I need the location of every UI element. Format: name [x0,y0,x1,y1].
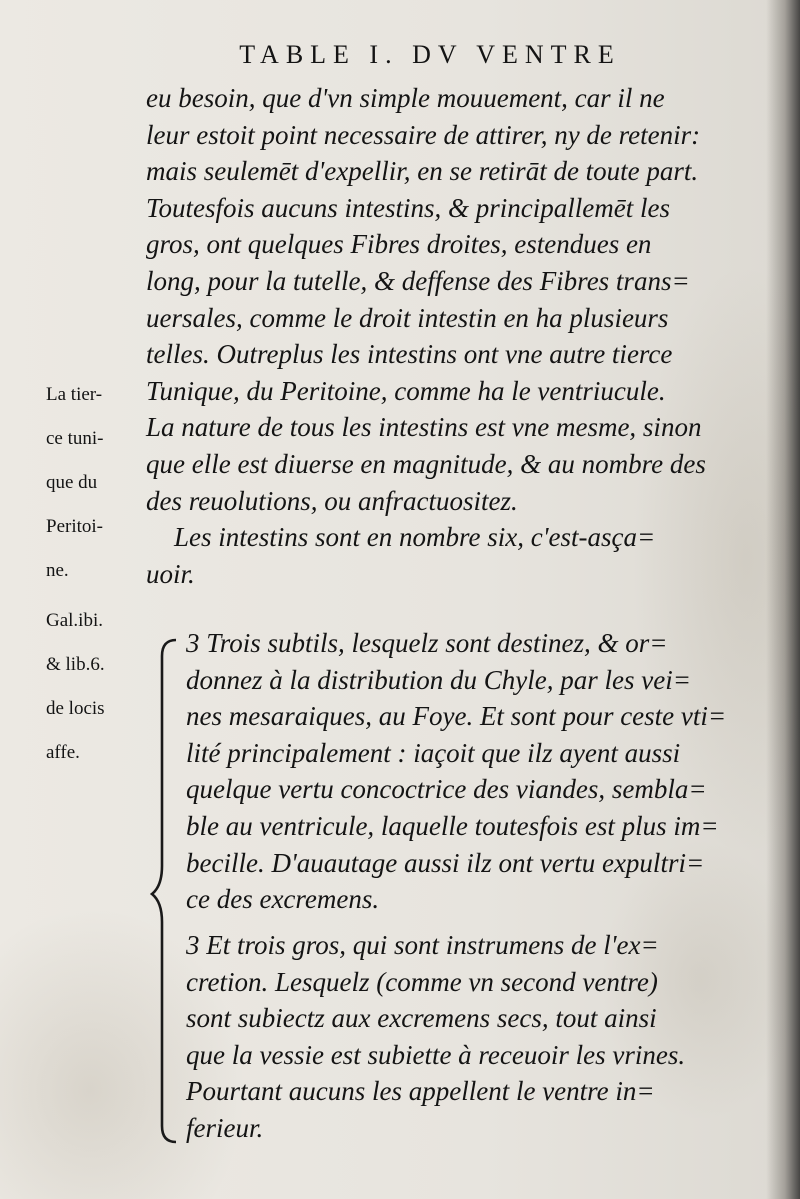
text-line: sont subiectz aux excremens secs, tout ainsi [186,1003,657,1034]
text-line: leur estoit point necessaire de attirer, ny de retenir: [146,119,701,150]
curly-brace-icon [150,636,180,1146]
text-line: que elle est diuerse en magnitude, & au nombre des [146,448,706,479]
text-line: telles. Outreplus les intestins ont vne autre tierce [146,339,673,370]
text-line: quelque vertu concoctrice des viandes, sembla= [186,774,707,805]
text-line: uoir. [146,558,195,589]
running-head: TABLE I. DV VENTRE [239,40,621,69]
text-line: nes mesaraiques, au Foye. Et sont pour ceste vti= [186,701,727,732]
text-line: 3 Trois subtils, lesquelz sont destinez, & or= [186,628,668,658]
margin-note-galen [46,610,146,764]
text-line: lité principalement : iaçoit que ilz ayent aussi [186,737,681,768]
text-line: Tunique, du Peritoine, comme ha le ventriucule. [146,375,666,406]
margin-note-tunique [46,384,146,582]
text-line: Pourtant aucuns les appellent le ventre in= [186,1076,655,1107]
text-line: long, pour la tutelle, & deffense des Fibres trans= [146,265,690,296]
margin-note-line: affe. [46,742,80,763]
text-line: becille. D'auautage aussi ilz ont vertu expultri= [186,847,705,878]
section-large-intestines [186,927,766,1147]
margin-note-line: ne. [46,560,69,581]
margin-note-line: ce tuni- [46,428,104,449]
text-line: donnez à la distribution du Chyle, par les vei= [186,664,691,695]
text-line: Les intestins sont en nombre six, c'est-asça= [174,522,656,553]
margin-note-line: de locis [46,698,105,719]
text-line: des reuolutions, ou anfractuositez. [146,485,518,516]
margin-note-line: La tier- [46,384,103,405]
text-line: que la vessie est subiette à receuoir les vrines. [186,1039,686,1070]
main-text-block [146,80,766,592]
text-line: 3 Et trois gros, qui sont instrumens de l'ex= [186,930,659,960]
page-gutter-shadow [766,0,800,1199]
text-line: eu besoin, que d'vn simple mouuement, car il ne [146,83,665,113]
text-line: La nature de tous les intestins est vne mesme, sinon [146,412,702,443]
text-line: ferieur. [186,1112,264,1143]
margin-note-line: Peritoi- [46,516,103,537]
margin-note-line: & lib.6. [46,654,105,675]
margin-note-line: que du [46,472,98,493]
text-line: ble au ventricule, laquelle toutesfois est plus im= [186,810,719,841]
text-line: Toutesfois aucuns intestins, & principallemēt les [146,192,670,223]
margin-notes [46,384,146,792]
text-line: gros, ont quelques Fibres droites, estendues en [146,229,652,260]
text-line: uersales, comme le droit intestin en ha plusieurs [146,302,669,333]
margin-note-line: Gal.ibi. [46,610,103,631]
text-line: mais seulemēt d'expellir, en se retirāt de toute part. [146,156,699,187]
text-line: ce des excremens. [186,884,380,915]
text-line: cretion. Lesquelz (comme vn second ventre) [186,966,658,997]
section-thin-intestines [186,625,766,918]
